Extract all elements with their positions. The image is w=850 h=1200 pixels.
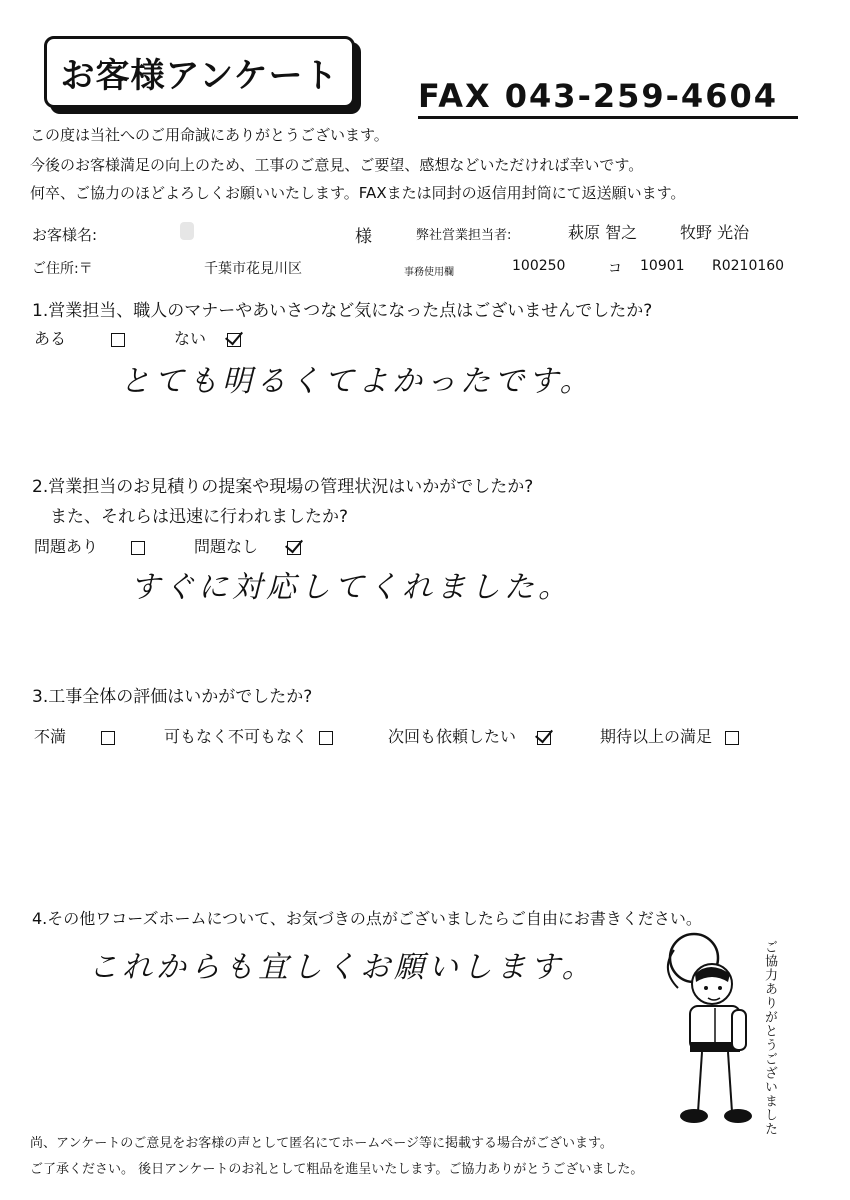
q3-checkbox-neutral[interactable] (319, 731, 333, 745)
office-code-2: コ (608, 261, 622, 277)
q3-option-exceeded (600, 724, 739, 747)
q1-checkbox-no[interactable] (227, 333, 241, 347)
q4-handwritten-answer: これからも宜しくお願いします。 (88, 950, 596, 985)
q3-option-neutral (164, 724, 333, 747)
footer-line-1: 尚、アンケートのご意見をお客様の声として匿名にてホームページ等に掲載する場合がございます。 (30, 1136, 613, 1151)
q3-checkbox-dissatisfied[interactable] (101, 731, 115, 745)
q2-option-no-problem-label: 問題なし (194, 537, 259, 556)
q3-option-dissatisfied-label: 不満 (34, 727, 67, 746)
question-4: 4.その他ワコーズホームについて、お気づきの点がございましたらご自由にお書きください。 (32, 909, 702, 928)
intro-line-1: この度は当社へのご用命誠にありがとうございます。 (30, 126, 389, 144)
q3-checkbox-repeat[interactable] (537, 731, 551, 745)
fax-number: FAX 043-259-4604 (418, 78, 798, 119)
address-label: ご住所:〒 (32, 261, 93, 277)
customer-name-label: お客様名: (32, 226, 98, 244)
office-code-4: R0210160 (712, 258, 785, 274)
q1-checkbox-yes[interactable] (111, 333, 125, 347)
illustration-caption: ご協力ありがとうございました (762, 940, 777, 1136)
q3-option-repeat-label: 次回も依頼したい (388, 727, 517, 746)
q1-option-no-label: ない (174, 329, 207, 348)
q2-checkbox-problem[interactable] (131, 541, 145, 555)
question-2: 2.営業担当のお見積りの提案や現場の管理状況はいかがでしたか? (32, 477, 534, 497)
address-value: 千葉市花見川区 (204, 261, 302, 277)
q3-option-dissatisfied (34, 724, 115, 747)
q2-checkbox-no-problem[interactable] (287, 541, 301, 555)
footer-line-2: ご了承ください。 後日アンケートのお礼として粗品を進呈いたします。ご協力ありがとうございました。 (30, 1162, 644, 1177)
office-use-label: 事務使用欄 (404, 267, 454, 278)
q3-option-exceeded-label: 期待以上の満足 (600, 727, 713, 746)
q3-checkbox-exceeded[interactable] (725, 731, 739, 745)
question-2-sub: また、それらは迅速に行われましたか? (50, 507, 349, 527)
question-1: 1.営業担当、職人のマナーやあいさつなど気になった点はございませんでしたか? (32, 301, 653, 321)
staff-name-2: 牧野 光治 (680, 223, 750, 242)
office-code-1: 100250 (512, 258, 566, 274)
q1-option-no (174, 326, 241, 349)
q1-handwritten-answer: とても明るくてよかったです。 (120, 364, 594, 399)
question-3: 3.工事全体の評価はいかがでしたか? (32, 687, 313, 707)
q1-option-yes-label: ある (34, 329, 67, 348)
honorific-sama: 様 (355, 227, 372, 247)
customer-name-redacted (180, 222, 194, 240)
bowing-worker-illustration (640, 930, 760, 1130)
staff-name-1: 萩原 智之 (568, 223, 638, 242)
intro-line-2: 今後のお客様満足の向上のため、工事のご意見、ご要望、感想などいただければ幸いです。 (30, 156, 644, 174)
intro-line-3: 何卒、ご協力のほどよろしくお願いいたします。FAXまたは同封の返信用封筒にて返送願います。 (30, 184, 686, 202)
q2-handwritten-answer: すぐに対応してくれました。 (130, 570, 572, 605)
q1-option-yes (34, 326, 125, 349)
q2-option-problem-label: 問題あり (34, 537, 99, 556)
survey-title: お客様アンケート (44, 36, 355, 108)
q2-option-problem (34, 534, 145, 557)
q2-option-no-problem (194, 534, 301, 557)
staff-label: 弊社営業担当者: (416, 228, 512, 243)
q3-option-neutral-label: 可もなく不可もなく (164, 727, 309, 746)
office-code-3: 10901 (640, 258, 685, 274)
q3-option-repeat (388, 724, 551, 747)
